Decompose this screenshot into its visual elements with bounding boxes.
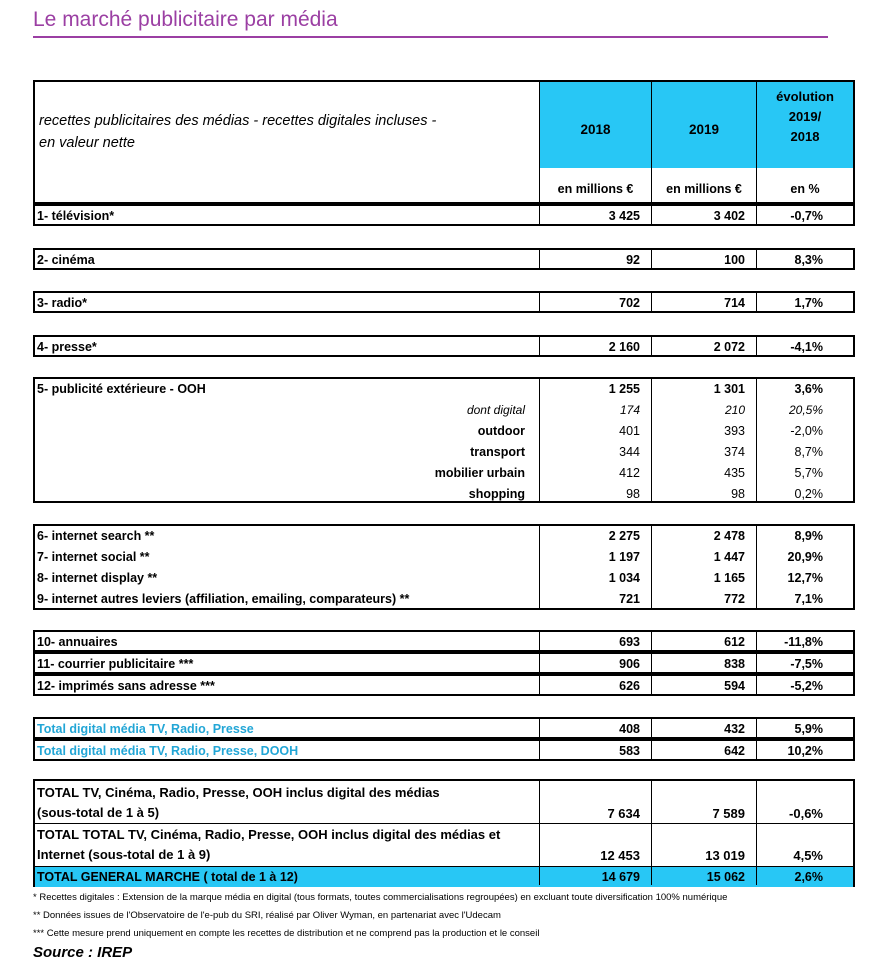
header-unit-evolution: en % xyxy=(790,182,820,196)
table-row: transport 344 374 8,7% xyxy=(470,445,823,459)
block-annuaires xyxy=(33,630,855,652)
block-courrier xyxy=(33,652,855,674)
footnote-2: ** Données issues de l'Observatoire de l'e-pub du SRI, réalisé par Oliver Wyman, en partenariat avec l'Udecam xyxy=(33,910,501,921)
table-row: 8- internet display ** 1 034 1 165 12,7% xyxy=(37,571,823,585)
header-unit-2018: en millions € xyxy=(557,182,634,196)
block-cinema xyxy=(33,248,855,270)
table-row: 1- télévision* 3 425 3 402 -0,7% xyxy=(37,209,823,223)
header-block xyxy=(33,80,855,204)
table-row: 3- radio* 702 714 1,7% xyxy=(37,296,823,310)
source-label: Source : IREP xyxy=(33,944,133,961)
table-row: 9- internet autres leviers (affiliation, emailing, comparateurs) ** 721 772 7,1% xyxy=(37,592,823,606)
header-description: recettes publicitaires des médias - recettes digitales incluses - en valeur nette xyxy=(39,113,437,151)
page-title: Le marché publicitaire par média xyxy=(33,8,338,31)
table-row: outdoor 401 393 -2,0% xyxy=(477,424,823,438)
block-internet xyxy=(33,524,855,610)
footnote-3: *** Cette mesure prend uniquement en compte les recettes de distribution et ne comprend pas la production et le conseil xyxy=(33,928,540,939)
table-row: 2- cinéma 92 100 8,3% xyxy=(37,253,823,267)
table-row: 10- annuaires 693 612 -11,8% xyxy=(37,635,823,649)
table-row: 4- presse* 2 160 2 072 -4,1% xyxy=(37,340,823,354)
footnote-1: * Recettes digitales : Extension de la marque média en digital (tous formats, toutes commercialisations regroupées) en excluant toute diversification 100% numérique xyxy=(33,892,728,903)
table-row: TOTAL TOTAL TV, Cinéma, Radio, Presse, OOH inclus digital des médias et Internet (sous-total de 1 à 9) 12 453 13 019 4,5% xyxy=(37,827,823,863)
table-row: shopping 98 98 0,2% xyxy=(468,487,823,501)
title-rule xyxy=(33,36,828,38)
table-row: 12- imprimés sans adresse *** 626 594 -5,2% xyxy=(37,679,823,693)
block-presse xyxy=(33,335,855,357)
block-ooh xyxy=(33,377,855,503)
header-unit-2019: en millions € xyxy=(666,182,742,196)
block-tv xyxy=(33,204,855,226)
table-row: 6- internet search ** 2 275 2 478 8,9% xyxy=(37,529,823,543)
table-row: dont digital 174 210 20,5% xyxy=(466,403,823,417)
table-row: TOTAL GENERAL MARCHE ( total de 1 à 12) 14 679 15 062 2,6% xyxy=(37,870,823,884)
header-year-2019: 2019 xyxy=(688,122,720,137)
table-row: TOTAL TV, Cinéma, Radio, Presse, OOH inclus digital des médias (sous-total de 1 à 5) 7 634 7 589 -0,6% xyxy=(37,785,823,821)
block-digital-1 xyxy=(33,717,855,739)
header-evolution: évolution 2019/ 2018 xyxy=(776,89,834,144)
table-row: 5- publicité extérieure - OOH 1 255 1 301 3,6% xyxy=(37,382,823,396)
table-row: mobilier urbain 412 435 5,7% xyxy=(434,466,823,480)
header-year-2018: 2018 xyxy=(580,122,611,137)
table-row: Total digital média TV, Radio, Presse 408 432 5,9% xyxy=(37,722,823,736)
block-totals xyxy=(33,779,855,887)
table-row: 7- internet social ** 1 197 1 447 20,9% xyxy=(37,550,823,564)
table-row: 11- courrier publicitaire *** 906 838 -7,5% xyxy=(37,657,823,671)
block-radio xyxy=(33,291,855,313)
block-digital-2 xyxy=(33,739,855,761)
block-imprimes xyxy=(33,674,855,696)
table-row: Total digital média TV, Radio, Presse, DOOH 583 642 10,2% xyxy=(37,744,823,758)
